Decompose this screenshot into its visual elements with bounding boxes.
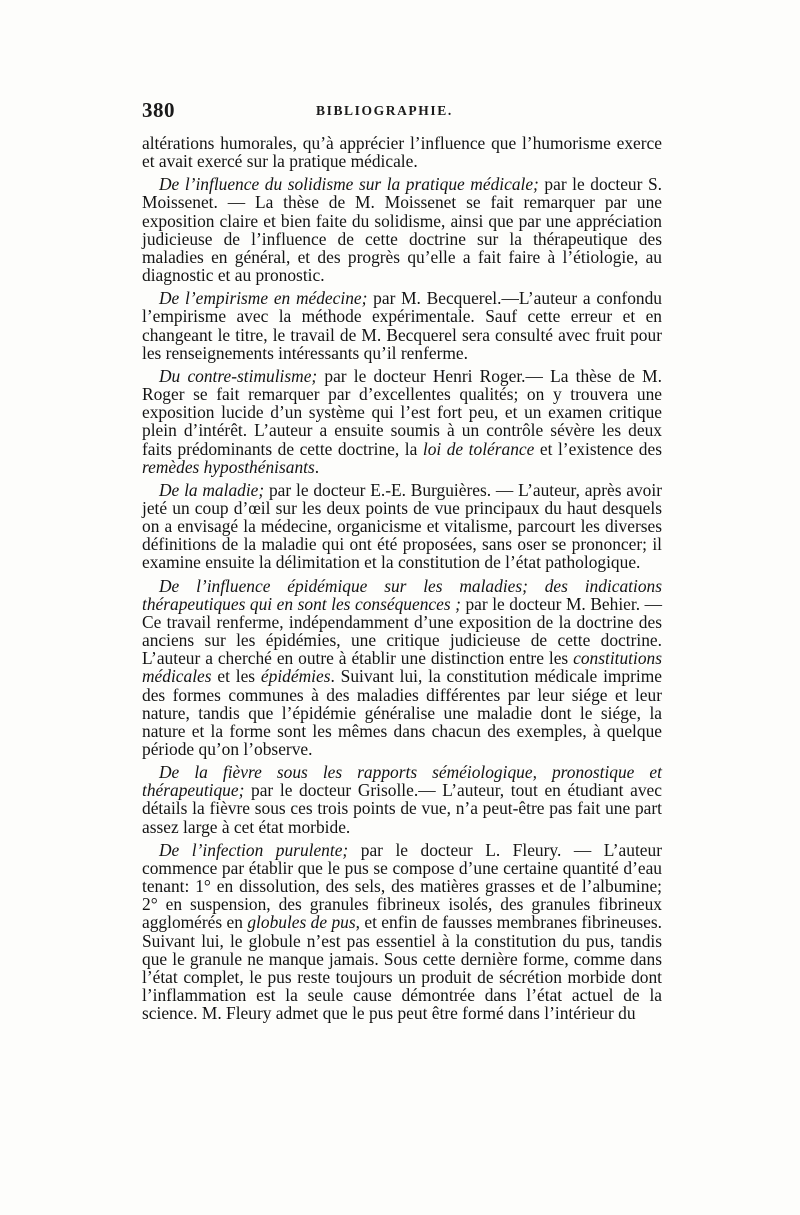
- paragraph-text: par M. Becquerel.—L’auteur a confondu l’empirisme avec la méthode expérimentale. Sauf cette erreur et en changeant le titre, le travail de M. Becquerel sera consulté avec fruit pour les renseignements intéressants qu’il renferme.: [142, 288, 662, 363]
- italic-term: épidémies: [260, 666, 331, 687]
- italic-term: loi de tolérance: [422, 438, 535, 459]
- paragraph-infection-purulente: [142, 841, 662, 1023]
- paragraph-text: par le docteur Grisolle.— L’auteur, tout en étudiant avec détails la fièvre sous ces trois points de vue, n’a peut-être pas fait une part assez large à cet état morbide.: [142, 780, 662, 837]
- paragraph-text: . Suivant lui, la constitution médicale imprime des formes communes à des maladies différentes par leur siége et leur nature, tandis que l’épidémie généralise une maladie dont le siége, la nature et la forme sont les mêmes dans chacun des exemples, à quelque période qu’on l’observe.: [142, 666, 662, 759]
- paragraph-text: et les: [211, 666, 261, 687]
- paragraph-contre-stimulisme: [142, 367, 662, 476]
- paragraph-text: par le docteur E.-E. Burguières. — L’auteur, après avoir jeté un coup d’œil sur les deux points de vue principaux du haut desquels on a envisagé la médecine, organicisme et vitalisme, parcourt les diverses définitions de la maladie qui ont été proposées, sans oser se prononcer; il examine ensuite la délimitation et la constitution de l’état pathologique.: [142, 479, 662, 573]
- work-title: De l’empirisme en médecine;: [159, 288, 368, 309]
- paragraph-maladie: [142, 481, 662, 572]
- paragraph-empirisme: [142, 289, 662, 362]
- italic-term: remèdes hyposthénisants: [142, 456, 315, 477]
- work-title: De l’infection purulente;: [159, 839, 349, 860]
- paragraph-text: .: [314, 456, 320, 477]
- work-title: De la maladie;: [159, 479, 265, 500]
- work-title: De l’influence épidémique sur les maladies; des indications thérapeutiques qui en sont les conséquences ;: [142, 575, 662, 614]
- work-title: De l’influence du solidisme sur la pratique médicale;: [159, 174, 539, 195]
- paragraph-text: par le docteur L. Fleury. — L’auteur commence par établir que le pus se compose d’une certaine quantité d’eau tenant: 1° en dissolution, des sels, des matières grasses et de l’albumine; 2° en suspension, des granules fibrineux isolés, des granules fibrineux agglomérés en: [142, 839, 662, 933]
- page-number: 380: [142, 98, 175, 122]
- paragraph-humorisme: [142, 134, 662, 170]
- body-text: [142, 134, 662, 1027]
- running-title: BIBLIOGRAPHIE.: [316, 103, 453, 118]
- paragraph-text: par le docteur M. Behier. — Ce travail renferme, indépendamment d’une exposition de la doctrine des anciens sur les épidémies, une critique judicieuse de cette doctrine. L’auteur a cherché en outre à établir une distinction entre les: [142, 593, 662, 669]
- italic-term: globules de pus: [247, 912, 356, 933]
- work-title: De la fièvre sous les rapports séméiologique, pronostique et thérapeutique;: [142, 762, 662, 801]
- paragraph-text: altérations humorales, qu’à apprécier l’influence que l’humorisme exerce et avait exercé sur la pratique médicale.: [142, 133, 662, 172]
- paragraph-fievre: [142, 763, 662, 836]
- running-head: [142, 98, 662, 122]
- work-title: Du contre-stimulisme;: [159, 365, 318, 386]
- paragraph-solidisme: [142, 175, 662, 284]
- paragraph-text: et l’existence des: [534, 438, 662, 459]
- paragraph-text: , et enfin de fausses membranes fibrineuses. Suivant lui, le globule n’est pas essentiel à la constitution du pus, tandis que le granule ne manque jamais. Sous cette dernière forme, comme dans l’état complet, le pus reste toujours un produit de sécrétion morbide dont l’inflammation est la seule cause démontrée dans l’état actuel de la science. M. Fleury admet que le pus peut être formé dans l’intérieur du: [142, 912, 663, 1024]
- paragraph-text: par le docteur Henri Roger.— La thèse de M. Roger se fait remarquer par d’excellentes qualités; on y trouvera une exposition lucide d’un système qui l’est fort peu, et un examen critique plein d’intérêt. L’auteur a ensuite soumis à un contrôle sévère les deux faits prédominants de cette doctrine, la: [142, 365, 662, 459]
- italic-term: constitutions médicales: [142, 648, 662, 687]
- paragraph-text: par le docteur S. Moissenet. — La thèse de M. Moissenet se fait remarquer par une exposition claire et bien faite du solidisme, ainsi que par une appréciation judicieuse de l’influence de cette doctrine sur la thérapeutique des maladies en général, et des progrès qu’elle a fait faire à l’étiologie, au diagnostic et au pronostic.: [142, 174, 662, 286]
- paragraph-influence-epidemique: [142, 577, 662, 759]
